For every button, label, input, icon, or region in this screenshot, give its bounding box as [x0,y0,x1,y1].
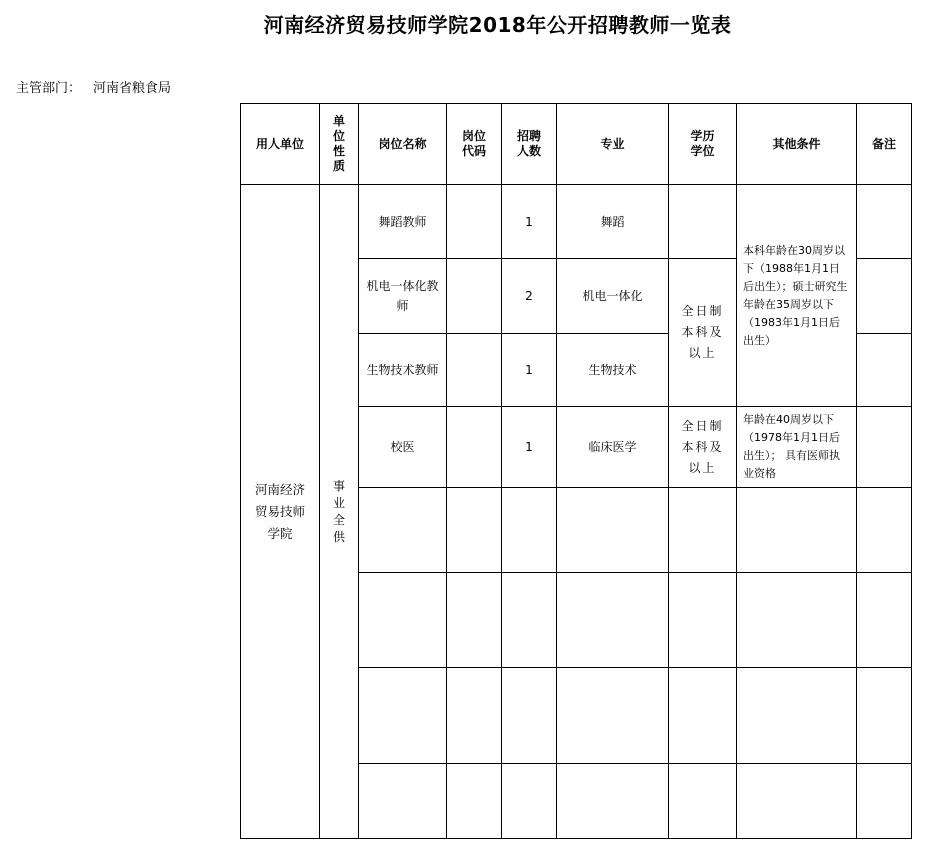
header-count: 招聘人数 [502,104,557,185]
recruitment-table [240,103,912,839]
header-nature: 单位性质 [320,104,359,185]
position-name: 生物技术教师 [359,334,447,407]
unit-nature-cell: 事业全供 [320,185,359,839]
education-empty [669,185,737,259]
position-remark [857,334,912,407]
position-remark [857,259,912,334]
header-unit: 用人单位 [241,104,320,185]
header-education: 学历学位 [669,104,737,185]
table-row [241,185,912,259]
department-line [16,77,171,96]
department-value: 河南省粮食局 [93,81,172,96]
position-remark [857,407,912,488]
position-name: 舞蹈教师 [359,185,447,259]
position-code [447,259,502,334]
header-row [241,104,912,185]
header-remarks: 备注 [857,104,912,185]
position-code [447,185,502,259]
position-count: 1 [502,334,557,407]
position-name: 机电一体化教师 [359,259,447,334]
position-major: 舞蹈 [557,185,669,259]
position-name: 校医 [359,407,447,488]
position-code [447,334,502,407]
education-group-1: 全日制本科及以上 [669,259,737,407]
conditions-group-1: 本科年龄在30周岁以下（1988年1月1日后出生）；硕士研究生年龄在35周岁以下（1983年1月1日后出生） [737,185,857,407]
education-group-2: 全日制本科及以上 [669,407,737,488]
header-position: 岗位名称 [359,104,447,185]
position-count: 1 [502,407,557,488]
position-code [447,407,502,488]
unit-name-cell: 河南经济贸易技师学院 [241,185,320,839]
department-label: 主管部门： [16,81,82,96]
page-title: 河南经济贸易技师学院2018年公开招聘教师一览表 [263,13,732,37]
conditions-group-2: 年龄在40周岁以下（1978年1月1日后出生）； 具有医师执业资格 [737,407,857,488]
position-major: 机电一体化 [557,259,669,334]
header-major: 专业 [557,104,669,185]
position-count: 1 [502,185,557,259]
header-conditions: 其他条件 [737,104,857,185]
position-remark [857,185,912,259]
position-count: 2 [502,259,557,334]
header-code: 岗位代码 [447,104,502,185]
position-major: 临床医学 [557,407,669,488]
position-major: 生物技术 [557,334,669,407]
